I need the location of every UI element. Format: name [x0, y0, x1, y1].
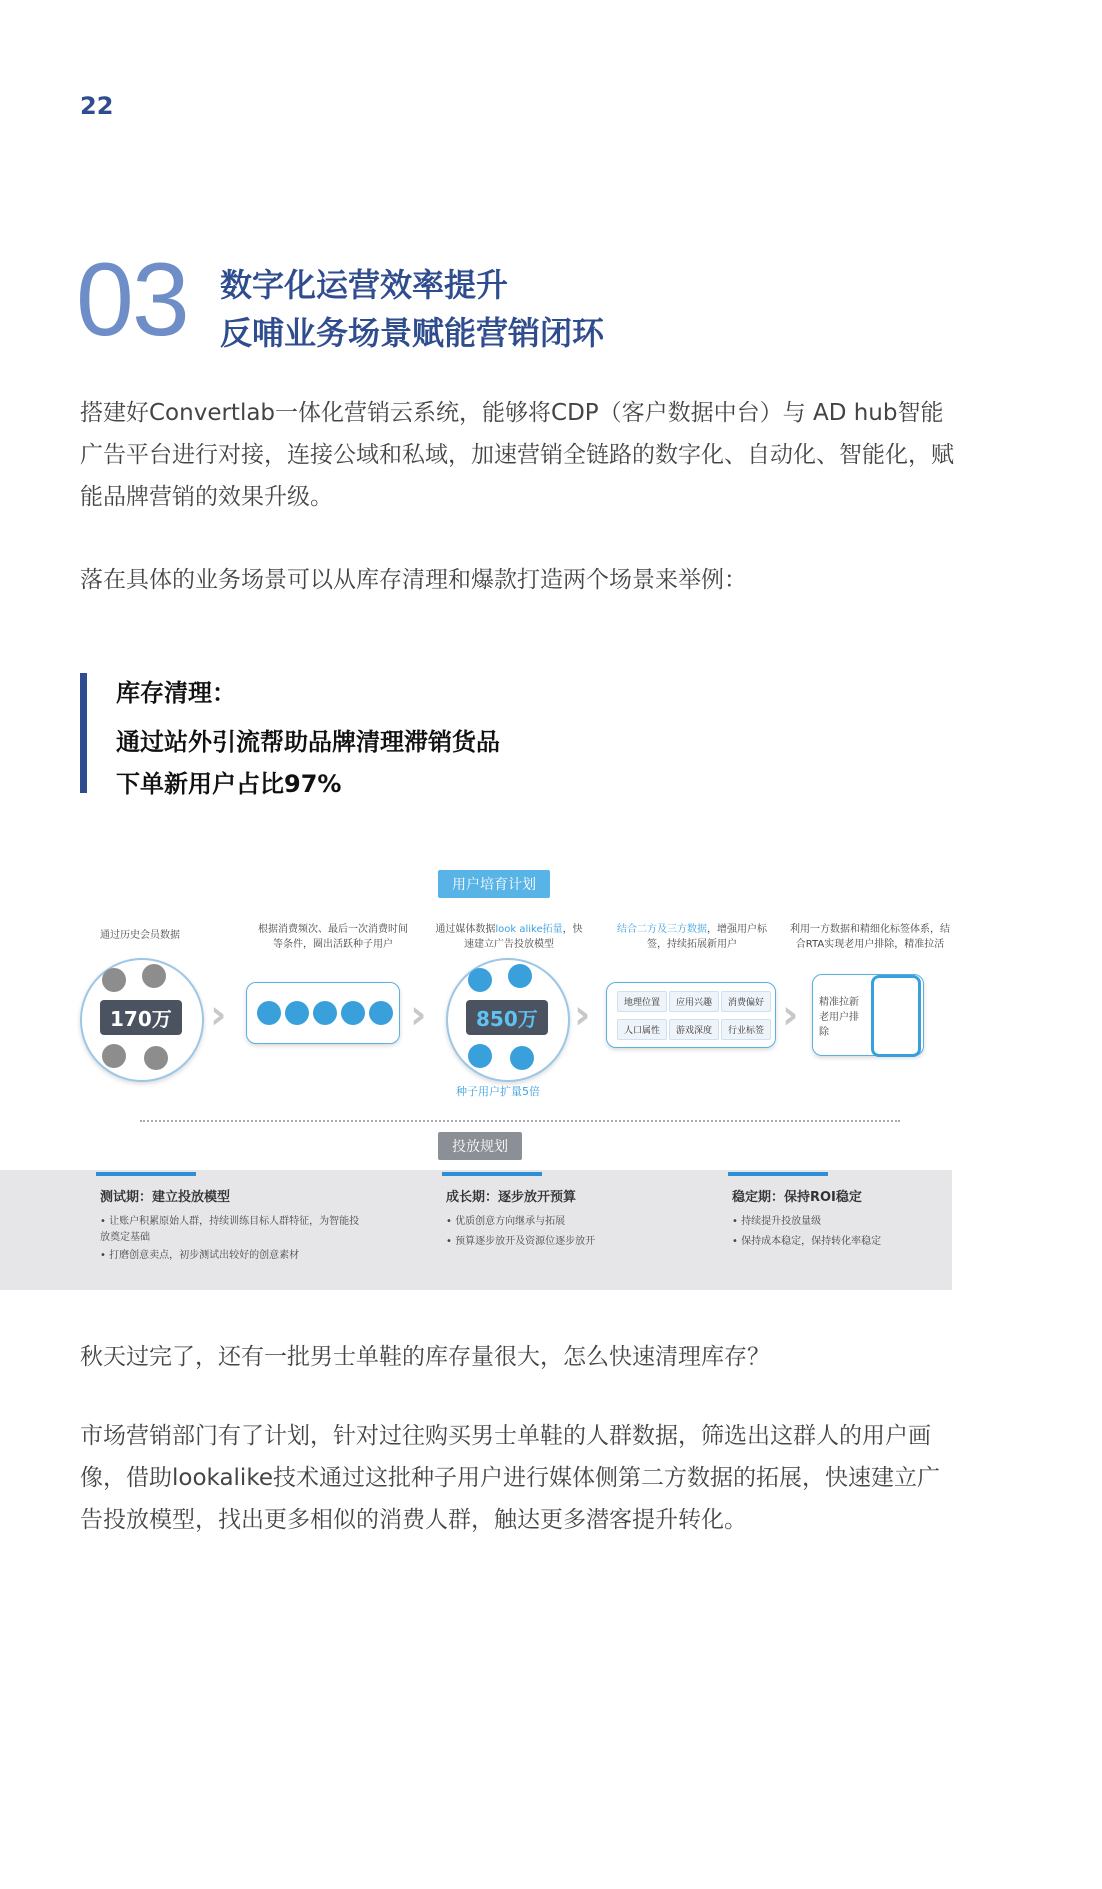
answer-paragraph: 市场营销部门有了计划，针对过往购买男士单鞋的人群数据，筛选出这群人的用户画像，借助lookalike技术通过这批种子用户进行媒体侧第二方数据的拓展，快速建立广告投放模型，找出更多相似的消费人群，触达更多潜客提升转化。 [80, 1423, 940, 1533]
user-icon [313, 1001, 337, 1025]
section-title-line1: 数字化运营效率提升 [220, 266, 509, 304]
data-tag: 行业标签 [721, 1019, 771, 1040]
step3-caption-b: look alike拓量 [495, 924, 563, 935]
step4-caption-a: 结合二方及三方数据 [617, 924, 707, 935]
step5-box [812, 974, 924, 1056]
callout-accent-bar [80, 673, 87, 793]
phase-bullet: • 预算逐步放开及资源位逐步放开 [446, 1236, 596, 1247]
phase-bullet: • 保持成本稳定，保持转化率稳定 [732, 1236, 882, 1247]
user-icon [144, 1046, 168, 1070]
callout-label: 库存清理： [116, 679, 236, 707]
user-icon [102, 1044, 126, 1068]
step3-badge: 850万 [466, 1000, 548, 1035]
phase-title: 成长期：逐步放开预算 [446, 1190, 577, 1205]
step4-caption-b: ，增强用户标签，持续拓展新用户 [647, 924, 767, 950]
step2-caption: 根据消费频次、最后一次消费时间等条件，圈出活跃种子用户 [258, 924, 408, 950]
phone-icon [871, 975, 921, 1057]
step1-caption: 通过历史会员数据 [100, 930, 180, 941]
step4-caption [612, 922, 772, 952]
user-icon [285, 1001, 309, 1025]
data-tag: 消费偏好 [721, 991, 771, 1012]
phase-title: 测试期：建立投放模型 [100, 1190, 231, 1205]
arrow-icon: › [782, 992, 799, 1038]
example-paragraph: 落在具体的业务场景可以从库存清理和爆款打造两个场景来举例： [80, 567, 747, 593]
arrow-icon: › [210, 992, 227, 1038]
phase-bullet: • 打磨创意卖点，初步测试出较好的创意素材 [100, 1250, 300, 1261]
callout-line2: 下单新用户占比97% [116, 770, 342, 798]
step3-sub: 种子用户扩量5倍 [456, 1085, 540, 1098]
user-icon [468, 968, 492, 992]
user-icon [341, 1001, 365, 1025]
user-icon [102, 968, 126, 992]
user-icon [257, 1001, 281, 1025]
launch-plan-pill: 投放规划 [438, 1132, 522, 1160]
user-icon [468, 1044, 492, 1068]
question-paragraph: 秋天过完了，还有一批男士单鞋的库存量很大，怎么快速清理库存？ [80, 1344, 770, 1370]
phase-indicator [96, 1172, 196, 1176]
arrow-icon: › [410, 992, 427, 1038]
arrow-icon: › [574, 992, 591, 1038]
step3-caption-a: 通过媒体数据 [435, 924, 496, 935]
step5-caption: 利用一方数据和精细化标签体系，结合RTA实现老用户排除，精准拉活 [790, 924, 950, 950]
intro-paragraph: 搭建好Convertlab一体化营销云系统，能够将CDP（客户数据中台）与 AD hub智能广告平台进行对接，连接公域和私域，加速营销全链路的数字化、自动化、智能化，赋能品牌营销的效果升级。 [80, 400, 954, 510]
step4-box [606, 982, 776, 1048]
page-number: 22 [80, 92, 114, 120]
step2-box [246, 982, 400, 1044]
phase-indicator [728, 1172, 828, 1176]
phase-title: 稳定期：保持ROI稳定 [732, 1190, 862, 1205]
phase-bullet: • 持续提升投放量级 [732, 1216, 822, 1227]
step5-box-text: 精准拉新老用户排除 [819, 997, 859, 1038]
callout-line1: 通过站外引流帮助品牌清理滞销货品 [116, 728, 500, 756]
user-icon [508, 964, 532, 988]
step3-caption [434, 922, 584, 952]
user-plan-pill: 用户培育计划 [438, 870, 550, 898]
data-tag: 应用兴趣 [669, 991, 719, 1012]
dotted-connector [140, 1120, 900, 1122]
step3-caption-c: ，快速建立广告投放模型 [464, 924, 583, 950]
user-icon [142, 964, 166, 988]
phase-indicator [442, 1172, 542, 1176]
data-tag: 地理位置 [617, 991, 667, 1012]
phase-bullet: • 让账户积累原始人群，持续训练目标人群特征，为智能投放奠定基础 [100, 1216, 360, 1243]
user-growth-diagram [0, 870, 952, 1290]
phase-bullet: • 优质创意方向继承与拓展 [446, 1216, 566, 1227]
user-icon [369, 1001, 393, 1025]
user-icon [510, 1046, 534, 1070]
data-tag: 游戏深度 [669, 1019, 719, 1040]
section-number: 03 [76, 242, 188, 358]
section-title-line2: 反哺业务场景赋能营销闭环 [220, 314, 605, 352]
data-tag: 人口属性 [617, 1019, 667, 1040]
step1-badge: 170万 [100, 1000, 182, 1035]
